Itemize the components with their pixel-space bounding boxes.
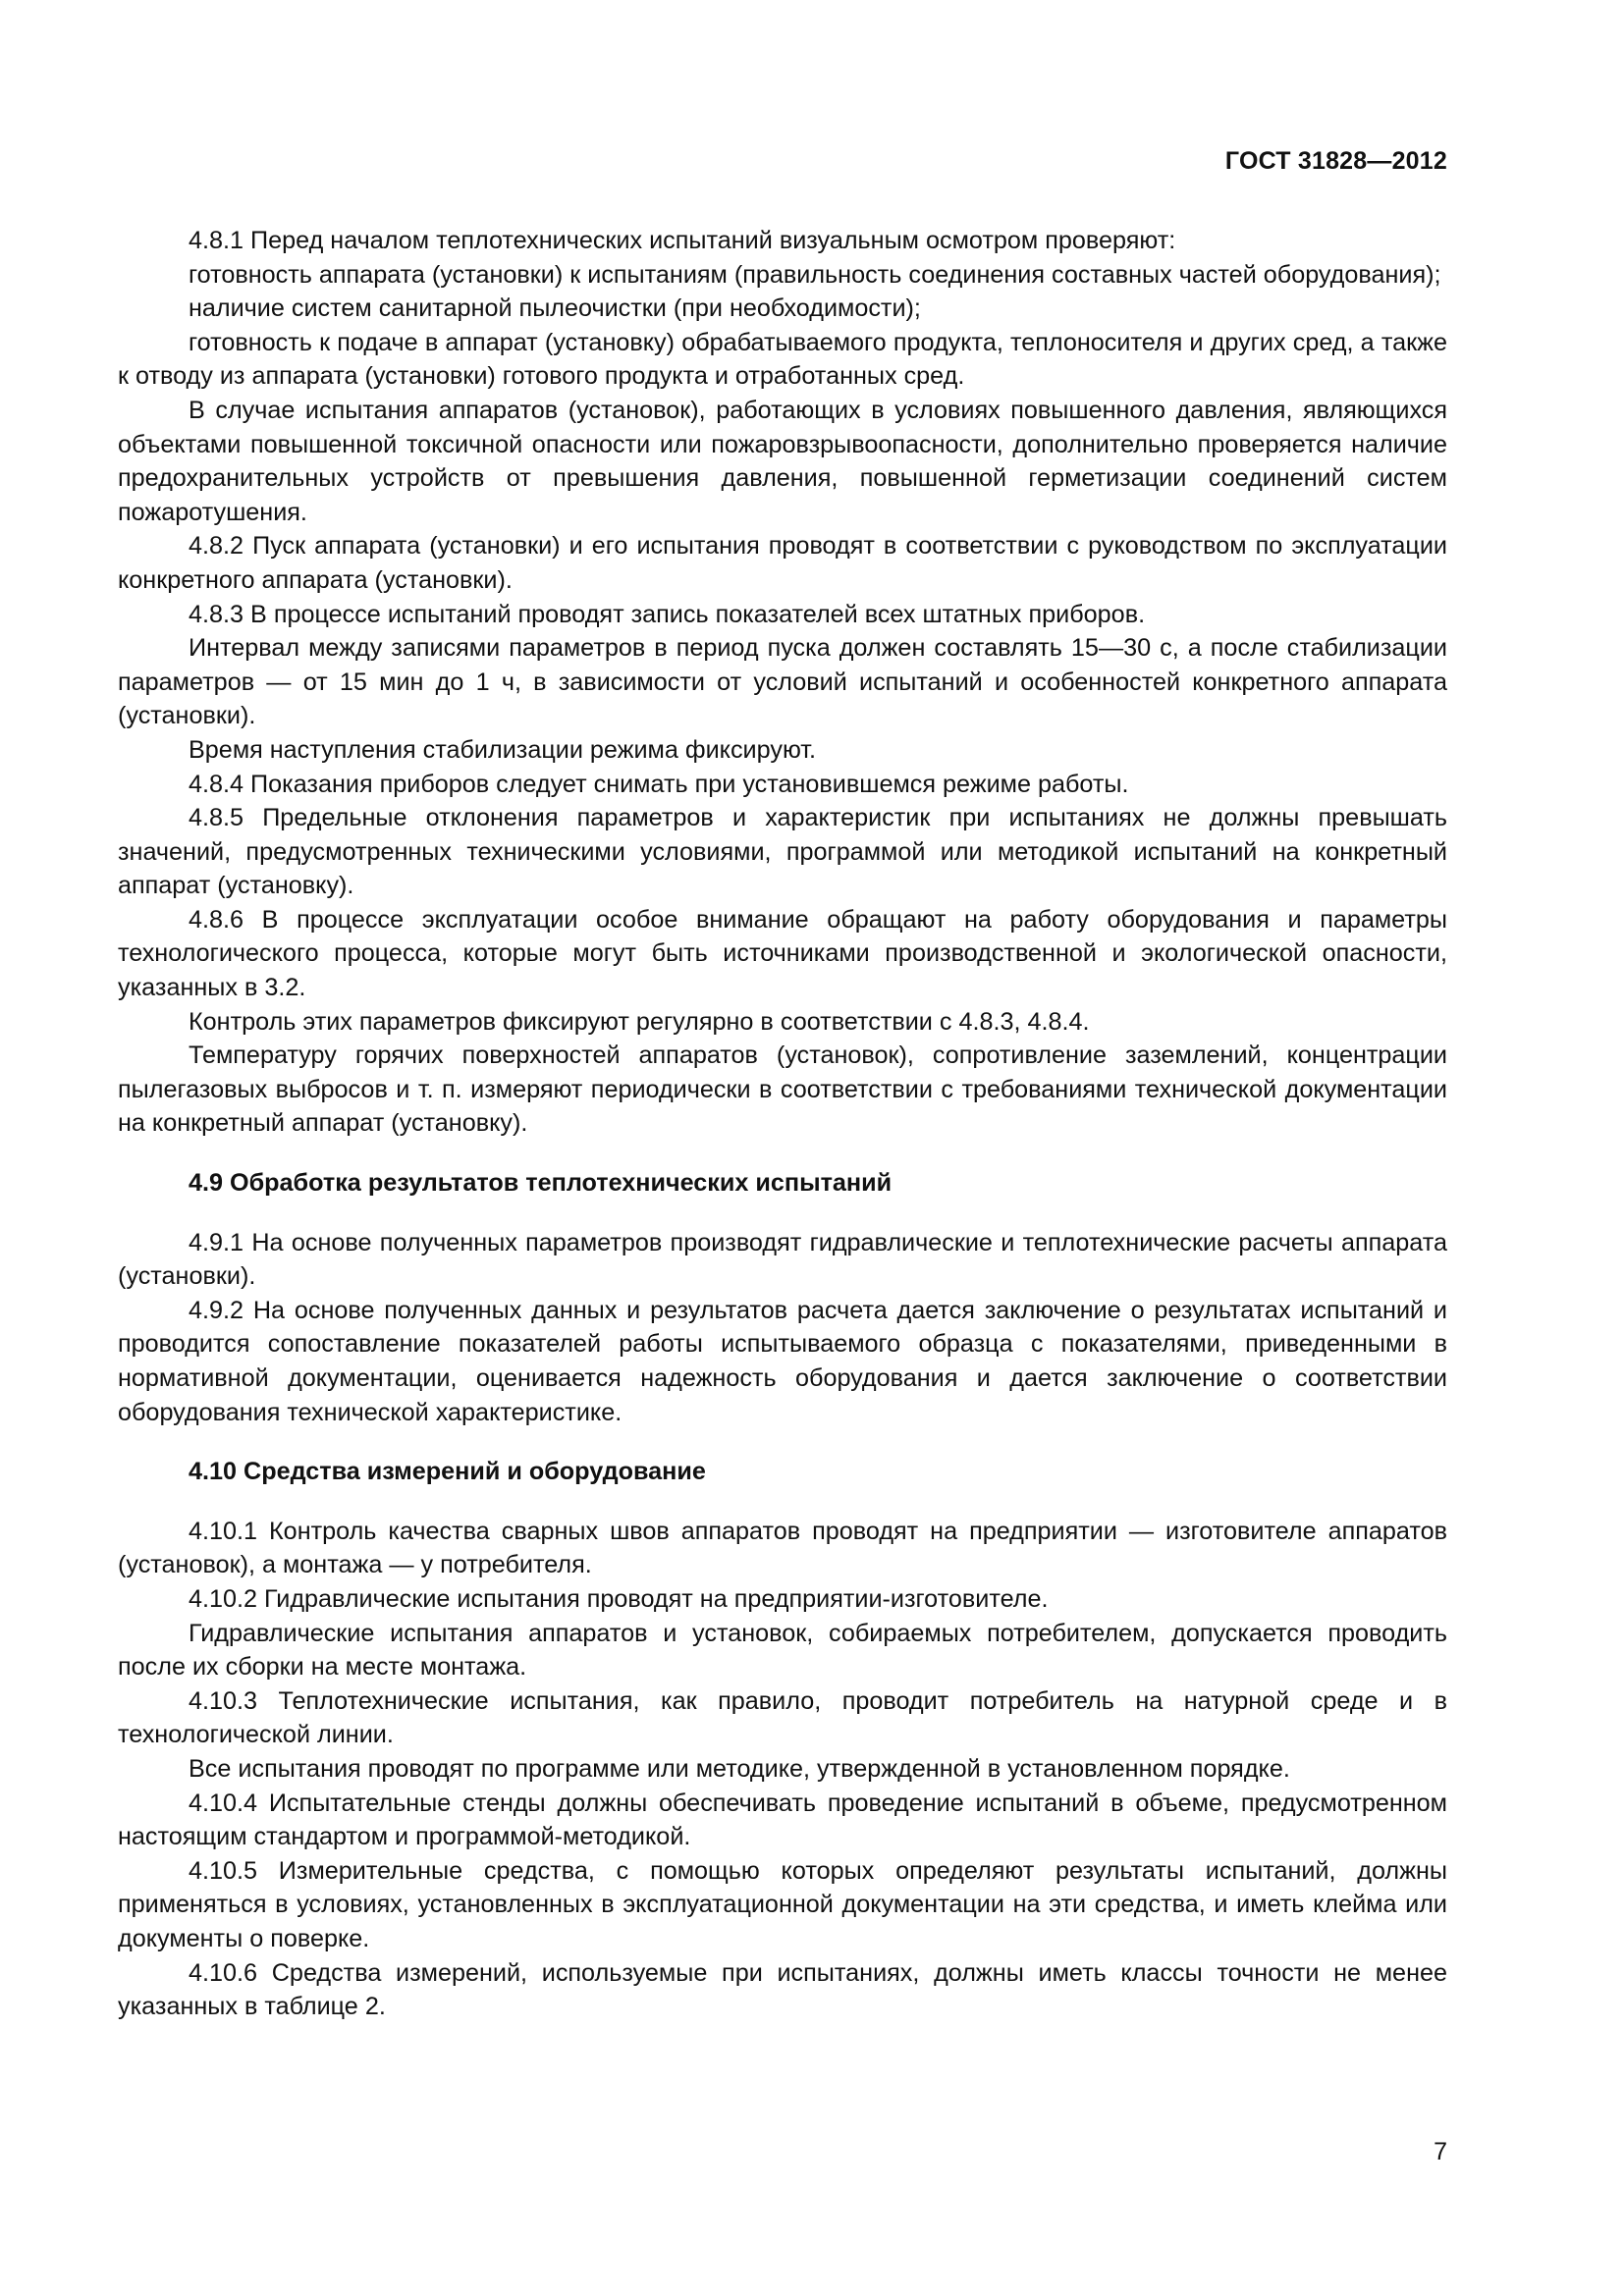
- paragraph: 4.8.4 Показания приборов следует снимать при установившемся режиме работы.: [189, 770, 1129, 798]
- paragraph: Время наступления стабилизации режима фиксируют.: [189, 735, 817, 764]
- paragraph: Интервал между записями параметров в период пуска должен составлять 15—30 с, а после стабилизации параметров — от 15 мин до 1 ч, в зависимости от условий испытаний и особенностей конкретного аппарата (установки).: [118, 634, 1447, 730]
- paragraph: 4.10.1 Контроль качества сварных швов аппаратов проводят на предприятии — изготовителе аппаратов (установок), а монтажа — у потребителя.: [118, 1517, 1447, 1579]
- paragraph: готовность аппарата (установки) к испытаниям (правильность соединения составных частей оборудования);: [189, 260, 1441, 289]
- paragraph: 4.10.3 Теплотехнические испытания, как правило, проводит потребитель на натурной среде и в технологической линии.: [118, 1686, 1447, 1749]
- paragraph: 4.8.6 В процессе эксплуатации особое внимание обращают на работу оборудования и параметры технологического процесса, которые могут быть источниками производственной и экологической опасности, указанных в 3.2.: [118, 905, 1447, 1002]
- standard-id-header: ГОСТ 31828—2012: [1224, 147, 1447, 175]
- paragraph: 4.10.4 Испытательные стенды должны обеспечивать проведение испытаний в объеме, предусмотренном настоящим стандартом и программой-методикой.: [118, 1789, 1447, 1851]
- paragraph: готовность к подаче в аппарат (установку) обрабатываемого продукта, теплоносителя и других сред, а также к отводу из аппарата (установки) готового продукта и отработанных сред.: [118, 328, 1447, 391]
- paragraph: 4.9.1 На основе полученных параметров производят гидравлические и теплотехнические расчеты аппарата (установки).: [118, 1228, 1447, 1291]
- section-heading-4-9: 4.9 Обработка результатов теплотехнических испытаний: [189, 1169, 893, 1198]
- paragraph: Все испытания проводят по программе или методике, утвержденной в установленном порядке.: [189, 1754, 1290, 1783]
- paragraph: Температуру горячих поверхностей аппаратов (установок), сопротивление заземлений, концентрации пылегазовых выбросов и т. п. измеряют периодически в соответствии с требованиями технической документации на конкретный аппарат (установку).: [118, 1041, 1447, 1138]
- paragraph: 4.8.3 В процессе испытаний проводят запись показателей всех штатных приборов.: [189, 600, 1146, 628]
- paragraph: 4.8.5 Предельные отклонения параметров и характеристик при испытаниях не должны превышать значений, предусмотренных техническими условиями, программой или методикой испытаний на конкретный аппарат (установку).: [118, 804, 1447, 900]
- document-body: [118, 224, 1447, 2024]
- page-number: 7: [1434, 2138, 1447, 2165]
- paragraph: 4.9.2 На основе полученных данных и результатов расчета дается заключение о результатах испытаний и проводится сопоставление показателей работы испытываемого образца с показателями, приведенными в нормативной документации, оценивается надежность оборудования и дается заключение о соответствии оборудования технической характеристике.: [118, 1296, 1447, 1426]
- paragraph: наличие систем санитарной пылеочистки (при необходимости);: [189, 294, 921, 323]
- paragraph: В случае испытания аппаратов (установок), работающих в условиях повышенного давления, являющихся объектами повышенной токсичной опасности или пожаровзрывоопасности, дополнительно проверяется наличие предохранительных устройств от превышения давления, повышенной герметизации соединений систем пожаротушения.: [118, 396, 1447, 526]
- paragraph: Контроль этих параметров фиксируют регулярно в соответствии с 4.8.3, 4.8.4.: [189, 1007, 1090, 1036]
- paragraph: 4.10.5 Измерительные средства, с помощью которых определяют результаты испытаний, должны применяться в условиях, установленных в эксплуатационной документации на эти средства, и иметь клейма или документы о поверке.: [118, 1856, 1447, 1952]
- section-heading-4-10: 4.10 Средства измерений и оборудование: [189, 1458, 706, 1486]
- paragraph: 4.10.6 Средства измерений, используемые при испытаниях, должны иметь классы точности не менее указанных в таблице 2.: [118, 1958, 1447, 2021]
- paragraph: 4.8.1 Перед началом теплотехнических испытаний визуальным осмотром проверяют:: [189, 227, 1176, 254]
- paragraph: Гидравлические испытания аппаратов и установок, собираемых потребителем, допускается проводить после их сборки на месте монтажа.: [118, 1619, 1447, 1682]
- paragraph: 4.10.2 Гидравлические испытания проводят на предприятии-изготовителе.: [189, 1584, 1049, 1613]
- paragraph: 4.8.2 Пуск аппарата (установки) и его испытания проводят в соответствии с руководством по эксплуатации конкретного аппарата (установки).: [118, 532, 1447, 594]
